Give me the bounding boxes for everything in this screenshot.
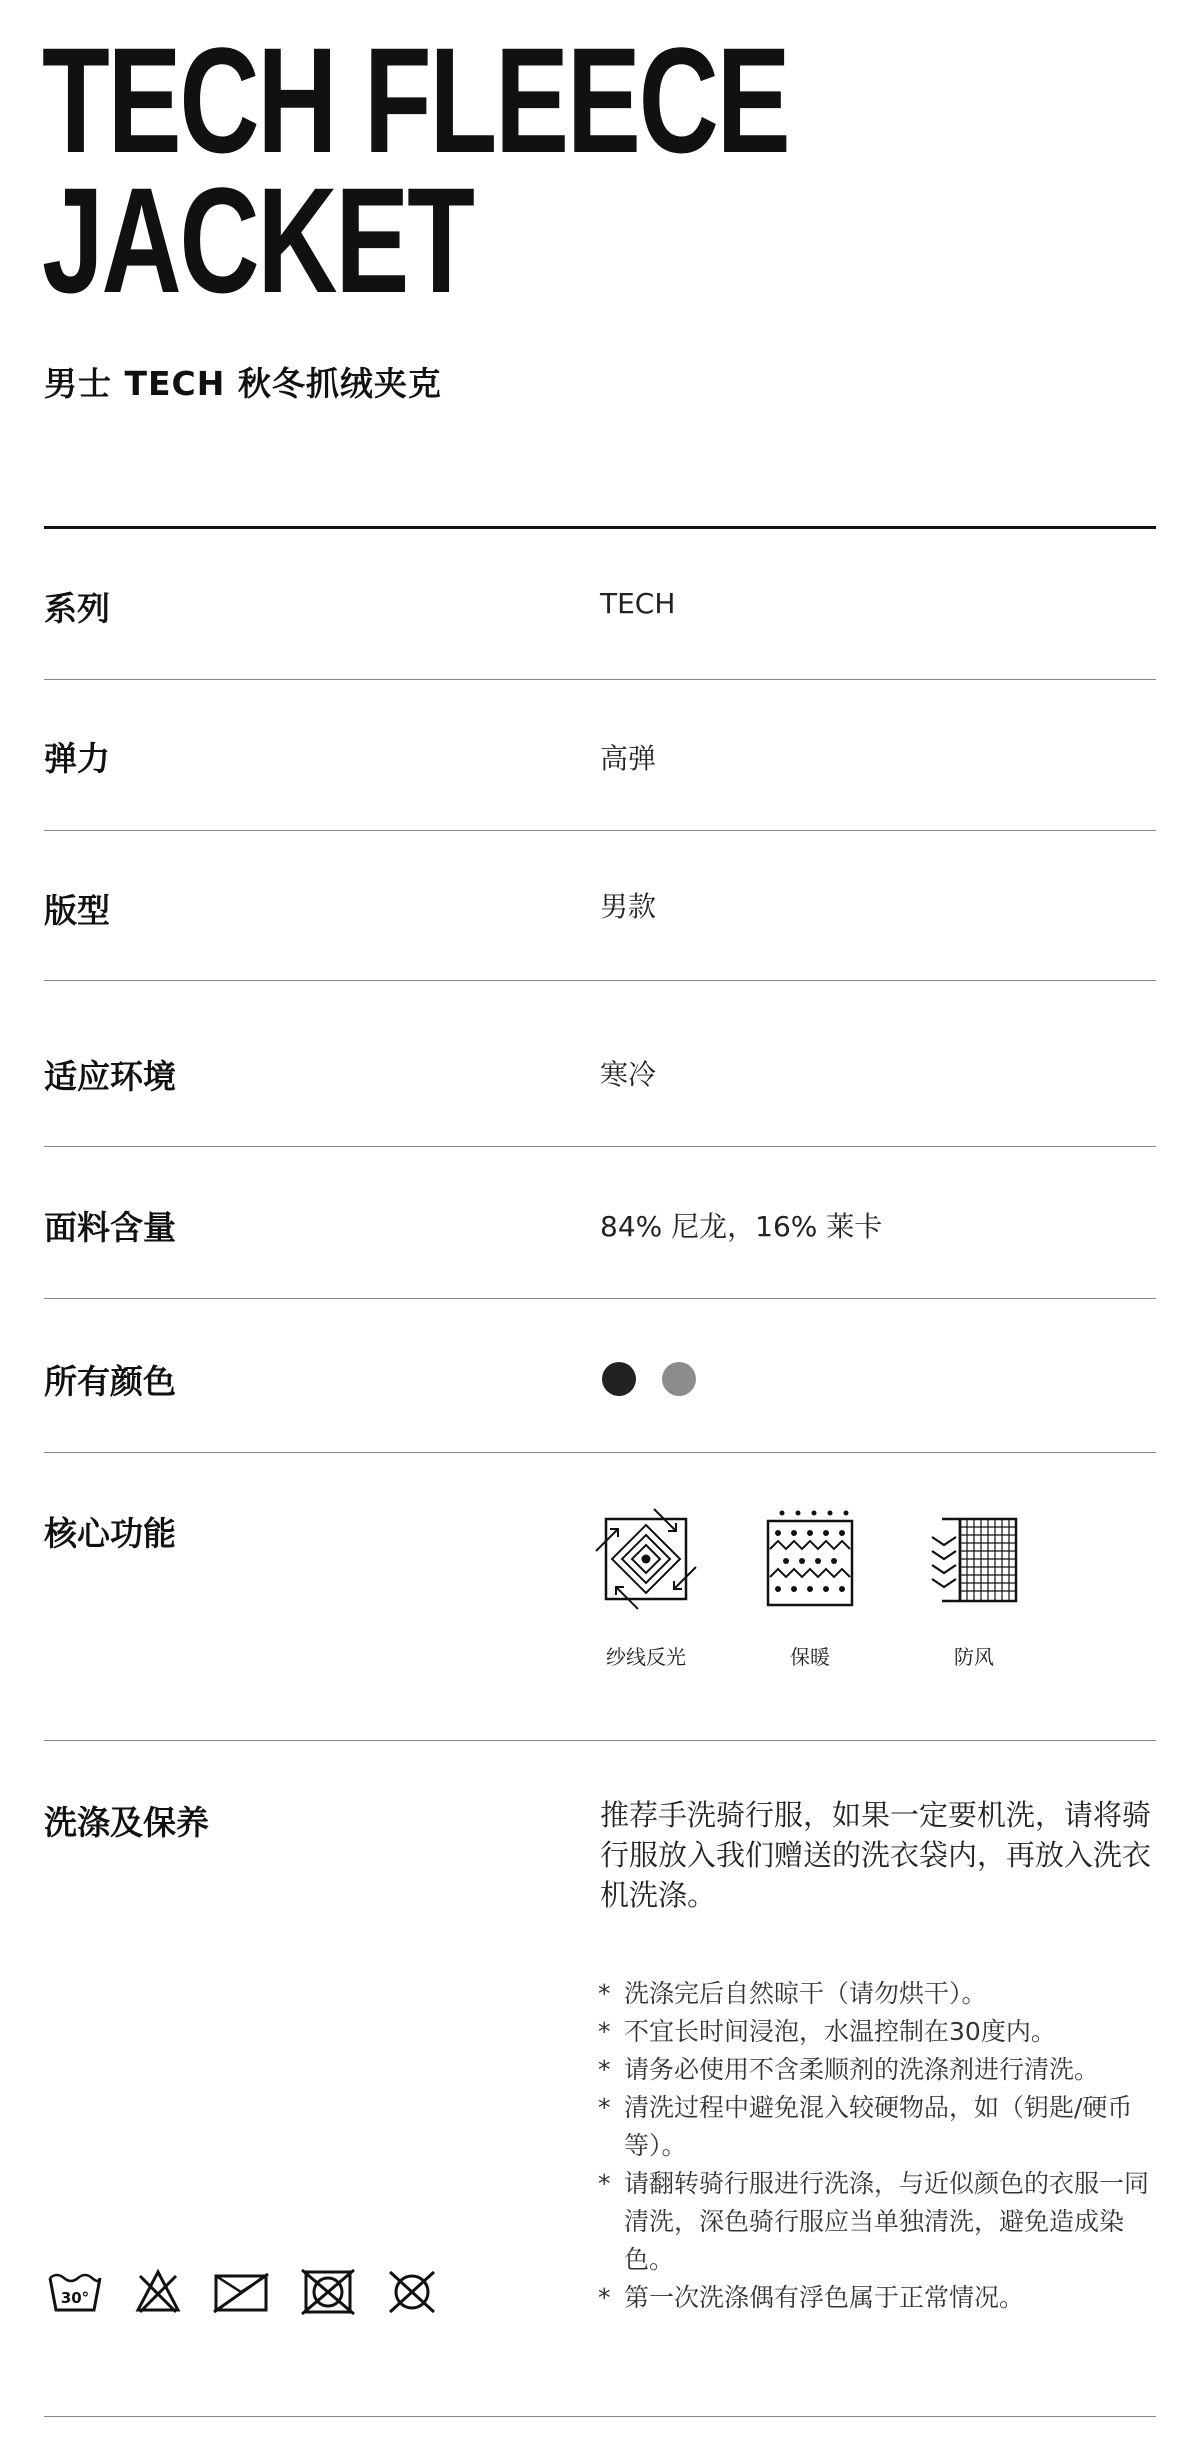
spec-row-fit xyxy=(44,831,1156,981)
feature-label: 纱线反光 xyxy=(606,1645,686,1669)
no-bleach-icon xyxy=(134,2268,182,2316)
care-notes xyxy=(598,1975,1158,2317)
color-swatch-black[interactable] xyxy=(602,1362,636,1396)
bottom-divider xyxy=(44,2416,1156,2417)
warmth-icon xyxy=(752,1501,868,1617)
spec-label: 弹力 xyxy=(44,739,110,778)
care-note xyxy=(598,2013,1158,2051)
note-text: 洗涤完后自然晾干（请勿烘干）。 xyxy=(624,1979,987,2008)
feature-reflective-yarn xyxy=(576,1501,716,1670)
care-note xyxy=(598,2279,1158,2317)
spec-label: 适应环境 xyxy=(44,1057,176,1096)
spec-row-environment xyxy=(44,981,1156,1147)
care-label: 洗涤及保养 xyxy=(44,1803,209,1842)
care-note xyxy=(598,1975,1158,2013)
spec-row-fabric xyxy=(44,1147,1156,1299)
care-note xyxy=(598,2051,1158,2089)
spec-row-series xyxy=(44,529,1156,680)
color-swatch-grey[interactable] xyxy=(662,1362,696,1396)
no-tumble-dry-icon xyxy=(212,2268,270,2316)
care-main-text: 推荐手洗骑行服，如果一定要机洗，请将骑行服放入我们赠送的洗衣袋内，再放入洗衣机洗涤。 xyxy=(600,1798,1152,1912)
spec-value: 高弹 xyxy=(600,742,657,775)
wash-symbols xyxy=(46,2268,438,2316)
no-dryer-icon xyxy=(300,2268,356,2316)
spec-value: 男款 xyxy=(600,890,657,923)
note-bullet: * xyxy=(598,2017,611,2046)
windproof-icon xyxy=(916,1501,1032,1617)
spec-value: 寒冷 xyxy=(600,1058,657,1091)
wash-temp-text: 30° xyxy=(60,2289,90,2307)
note-bullet: * xyxy=(598,2093,611,2122)
care-note xyxy=(598,2089,1158,2165)
feature-warmth xyxy=(740,1501,880,1670)
wash-30-icon xyxy=(46,2268,104,2316)
note-text: 请翻转骑行服进行洗涤，与近似颜色的衣服一同清洗，深色骑行服应当单独清洗，避免造成染色。 xyxy=(624,2169,1150,2274)
note-bullet: * xyxy=(598,2169,611,2198)
product-title xyxy=(42,16,789,324)
product-title-line-2: JACKET xyxy=(42,156,473,324)
care-note xyxy=(598,2165,1158,2279)
product-subtitle: 男士 TECH 秋冬抓绒夹克 xyxy=(44,364,442,403)
spec-row-colors xyxy=(44,1299,1156,1453)
feature-windproof xyxy=(904,1501,1044,1670)
note-text: 不宜长时间浸泡，水温控制在30度内。 xyxy=(624,2017,1056,2046)
spec-row-elasticity xyxy=(44,680,1156,831)
reflective-yarn-icon xyxy=(588,1501,704,1617)
spec-label: 版型 xyxy=(44,891,110,930)
feature-label: 防风 xyxy=(954,1645,994,1669)
note-text: 清洗过程中避免混入较硬物品，如（钥匙/硬币等）。 xyxy=(624,2093,1133,2160)
note-text: 请务必使用不含柔顺剂的洗涤剂进行清洗。 xyxy=(624,2055,1100,2084)
note-bullet: * xyxy=(598,1979,611,2008)
note-text: 第一次洗涤偶有浮色属于正常情况。 xyxy=(624,2283,1025,2312)
spec-label: 面料含量 xyxy=(44,1208,176,1247)
spec-label: 系列 xyxy=(44,589,110,628)
feature-label: 保暖 xyxy=(790,1645,830,1669)
features-label: 核心功能 xyxy=(44,1514,176,1553)
note-bullet: * xyxy=(598,2283,611,2312)
note-bullet: * xyxy=(598,2055,611,2084)
spec-row-features xyxy=(44,1453,1156,1741)
no-dry-clean-icon xyxy=(386,2268,438,2316)
spec-value: 84% 尼龙，16% 莱卡 xyxy=(600,1210,883,1243)
spec-value: TECH xyxy=(600,587,676,620)
product-title-line-1: TECH FLEECE xyxy=(42,16,789,184)
colors-label: 所有颜色 xyxy=(44,1362,176,1401)
